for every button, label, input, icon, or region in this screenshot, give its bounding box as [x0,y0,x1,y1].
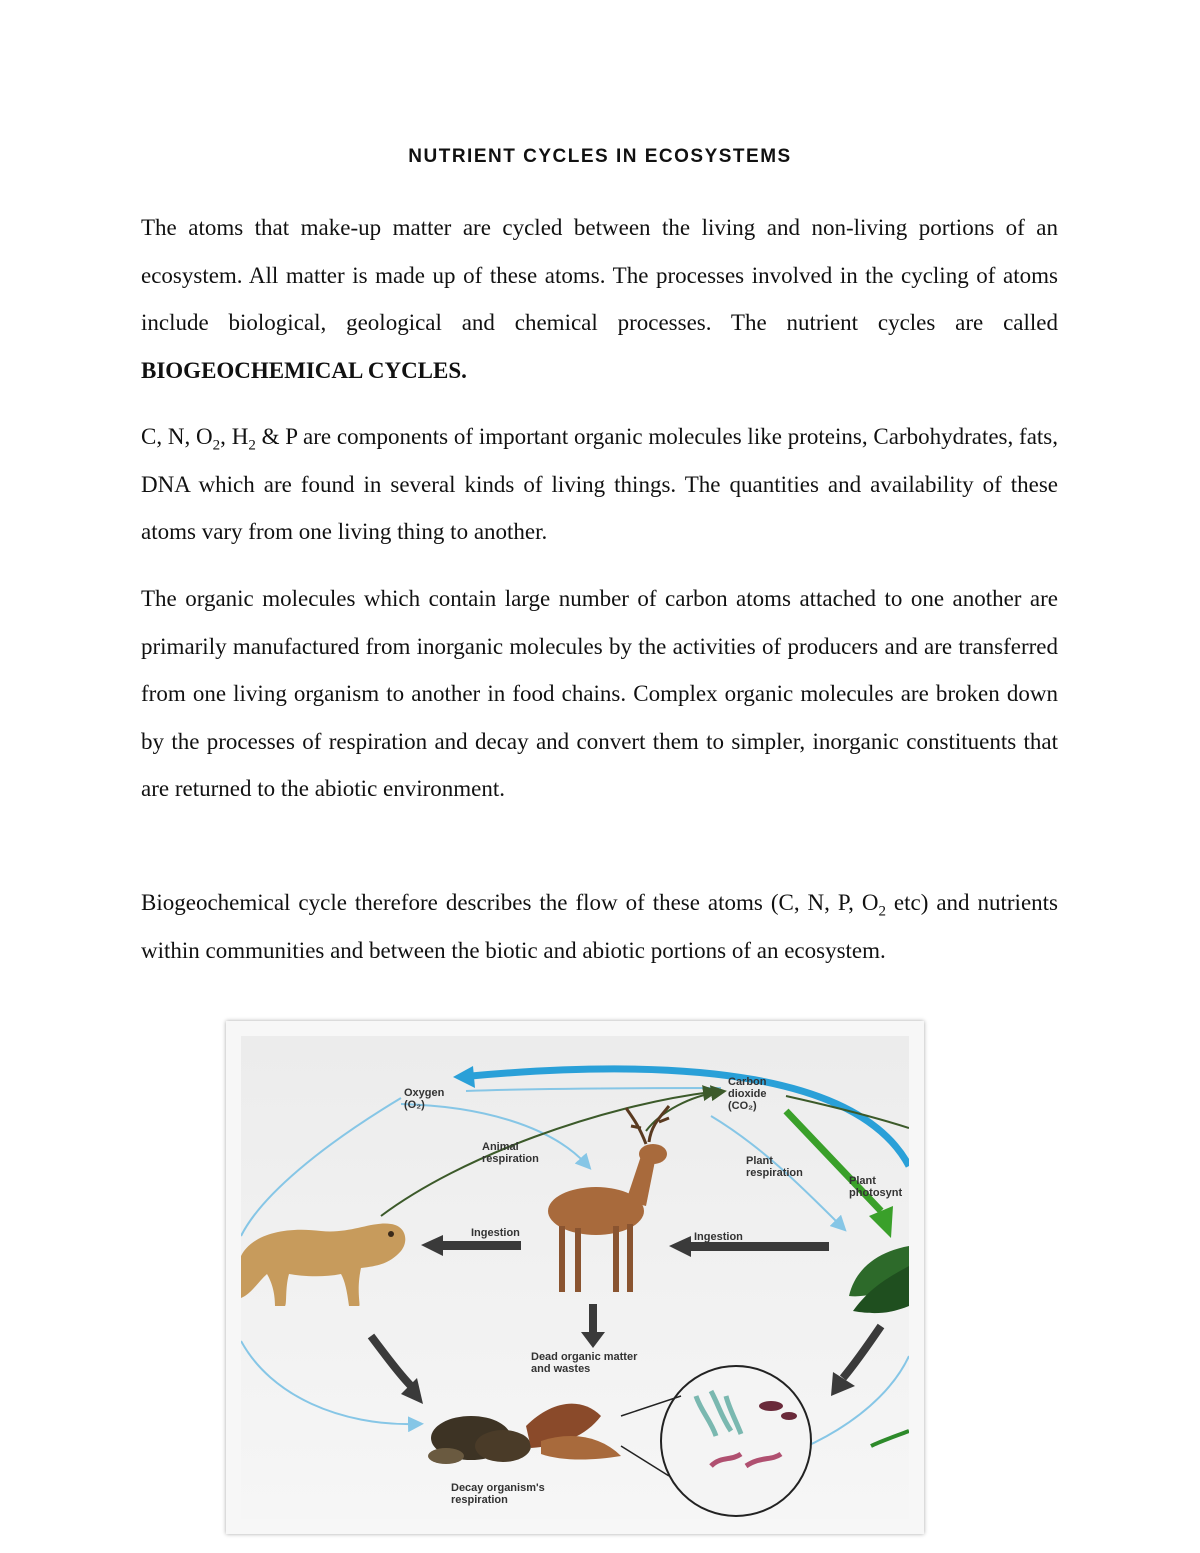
biogeochemical-cycles-emphasis: BIOGEOCHEMICAL CYCLES. [141,357,467,383]
dead-organic-matter-label-line2: and wastes [531,1363,591,1375]
paragraph-organic-molecules: The organic molecules which contain large number of carbon atoms attached to one another are primarily manufactured from inorganic molecules by the activities of producers and are transferred from one living organism to another in food chains. Complex organic molecules are broken down by the processes of respiration and decay and convert them to simpler, inorganic constituents that are returned to the abiotic environment. [141,586,1058,801]
dead-matter-arrow-shaft [589,1304,597,1334]
paragraph-biogeochemical-cycle [141,879,1058,974]
co2-formula: (CO₂) [728,1100,757,1112]
plant-respiration-label-line2: respiration [746,1167,803,1179]
plant-photosynthesis-label-line1: Plant [849,1175,876,1187]
cycle-text-1: Biogeochemical cycle therefore describes the flow of these atoms (C, N, P, O [141,890,879,915]
decay-respiration-label-line1: Decay organism's [451,1482,545,1494]
page-title: NUTRIENT CYCLES IN ECOSYSTEMS [408,146,792,167]
nutrient-cycle-diagram [241,1036,909,1519]
ingestion-left-label: Ingestion [471,1227,520,1239]
paragraph-intro [141,204,1058,394]
ingestion-right-label: Ingestion [694,1231,743,1243]
subscript-h2: 2 [248,437,256,454]
decay-respiration-label-line2: respiration [451,1494,508,1506]
paragraph-components [141,413,1058,556]
co2-label-line2: dioxide [728,1088,767,1100]
paragraph-intro-text: The atoms that make-up matter are cycled between the living and non-living portions of an ecosystem. All matter is made up of these atoms. The processes involved in the cycling of atoms include biological, geological and chemical processes. The nutrient cycles are called [141,215,1058,335]
components-text-3: & P are components of important organic molecules like proteins, Carbohydrates, fats, DNA which are found in several kinds of living things. The quantities and availability of these atoms vary from one living thing to another. [141,424,1058,544]
dead-organic-matter-label-line1: Dead organic matter [531,1351,638,1363]
ingestion-left-arrow-shaft [441,1241,521,1250]
subscript-o2-cycle: 2 [878,903,886,920]
nutrient-cycle-figure [226,1021,924,1534]
oxygen-label: Oxygen [404,1087,445,1099]
subscript-o2: 2 [212,437,221,454]
ingestion-right-arrow-shaft [689,1242,829,1251]
cycle-text-2: etc) and nutrients within communities and between the biotic and abiotic portions of an ecosystem. [141,890,1058,963]
oxygen-formula: (O₂) [404,1099,425,1111]
plant-photosynthesis-label-line2: photosynt [849,1187,903,1199]
animal-respiration-label-line1: Animal [482,1141,519,1153]
components-text-1: C, N, O [141,424,213,449]
animal-respiration-label-line2: respiration [482,1153,539,1165]
components-text-2: , H [220,424,249,449]
co2-label-line1: Carbon [728,1076,767,1088]
plant-respiration-label-line1: Plant [746,1155,773,1167]
